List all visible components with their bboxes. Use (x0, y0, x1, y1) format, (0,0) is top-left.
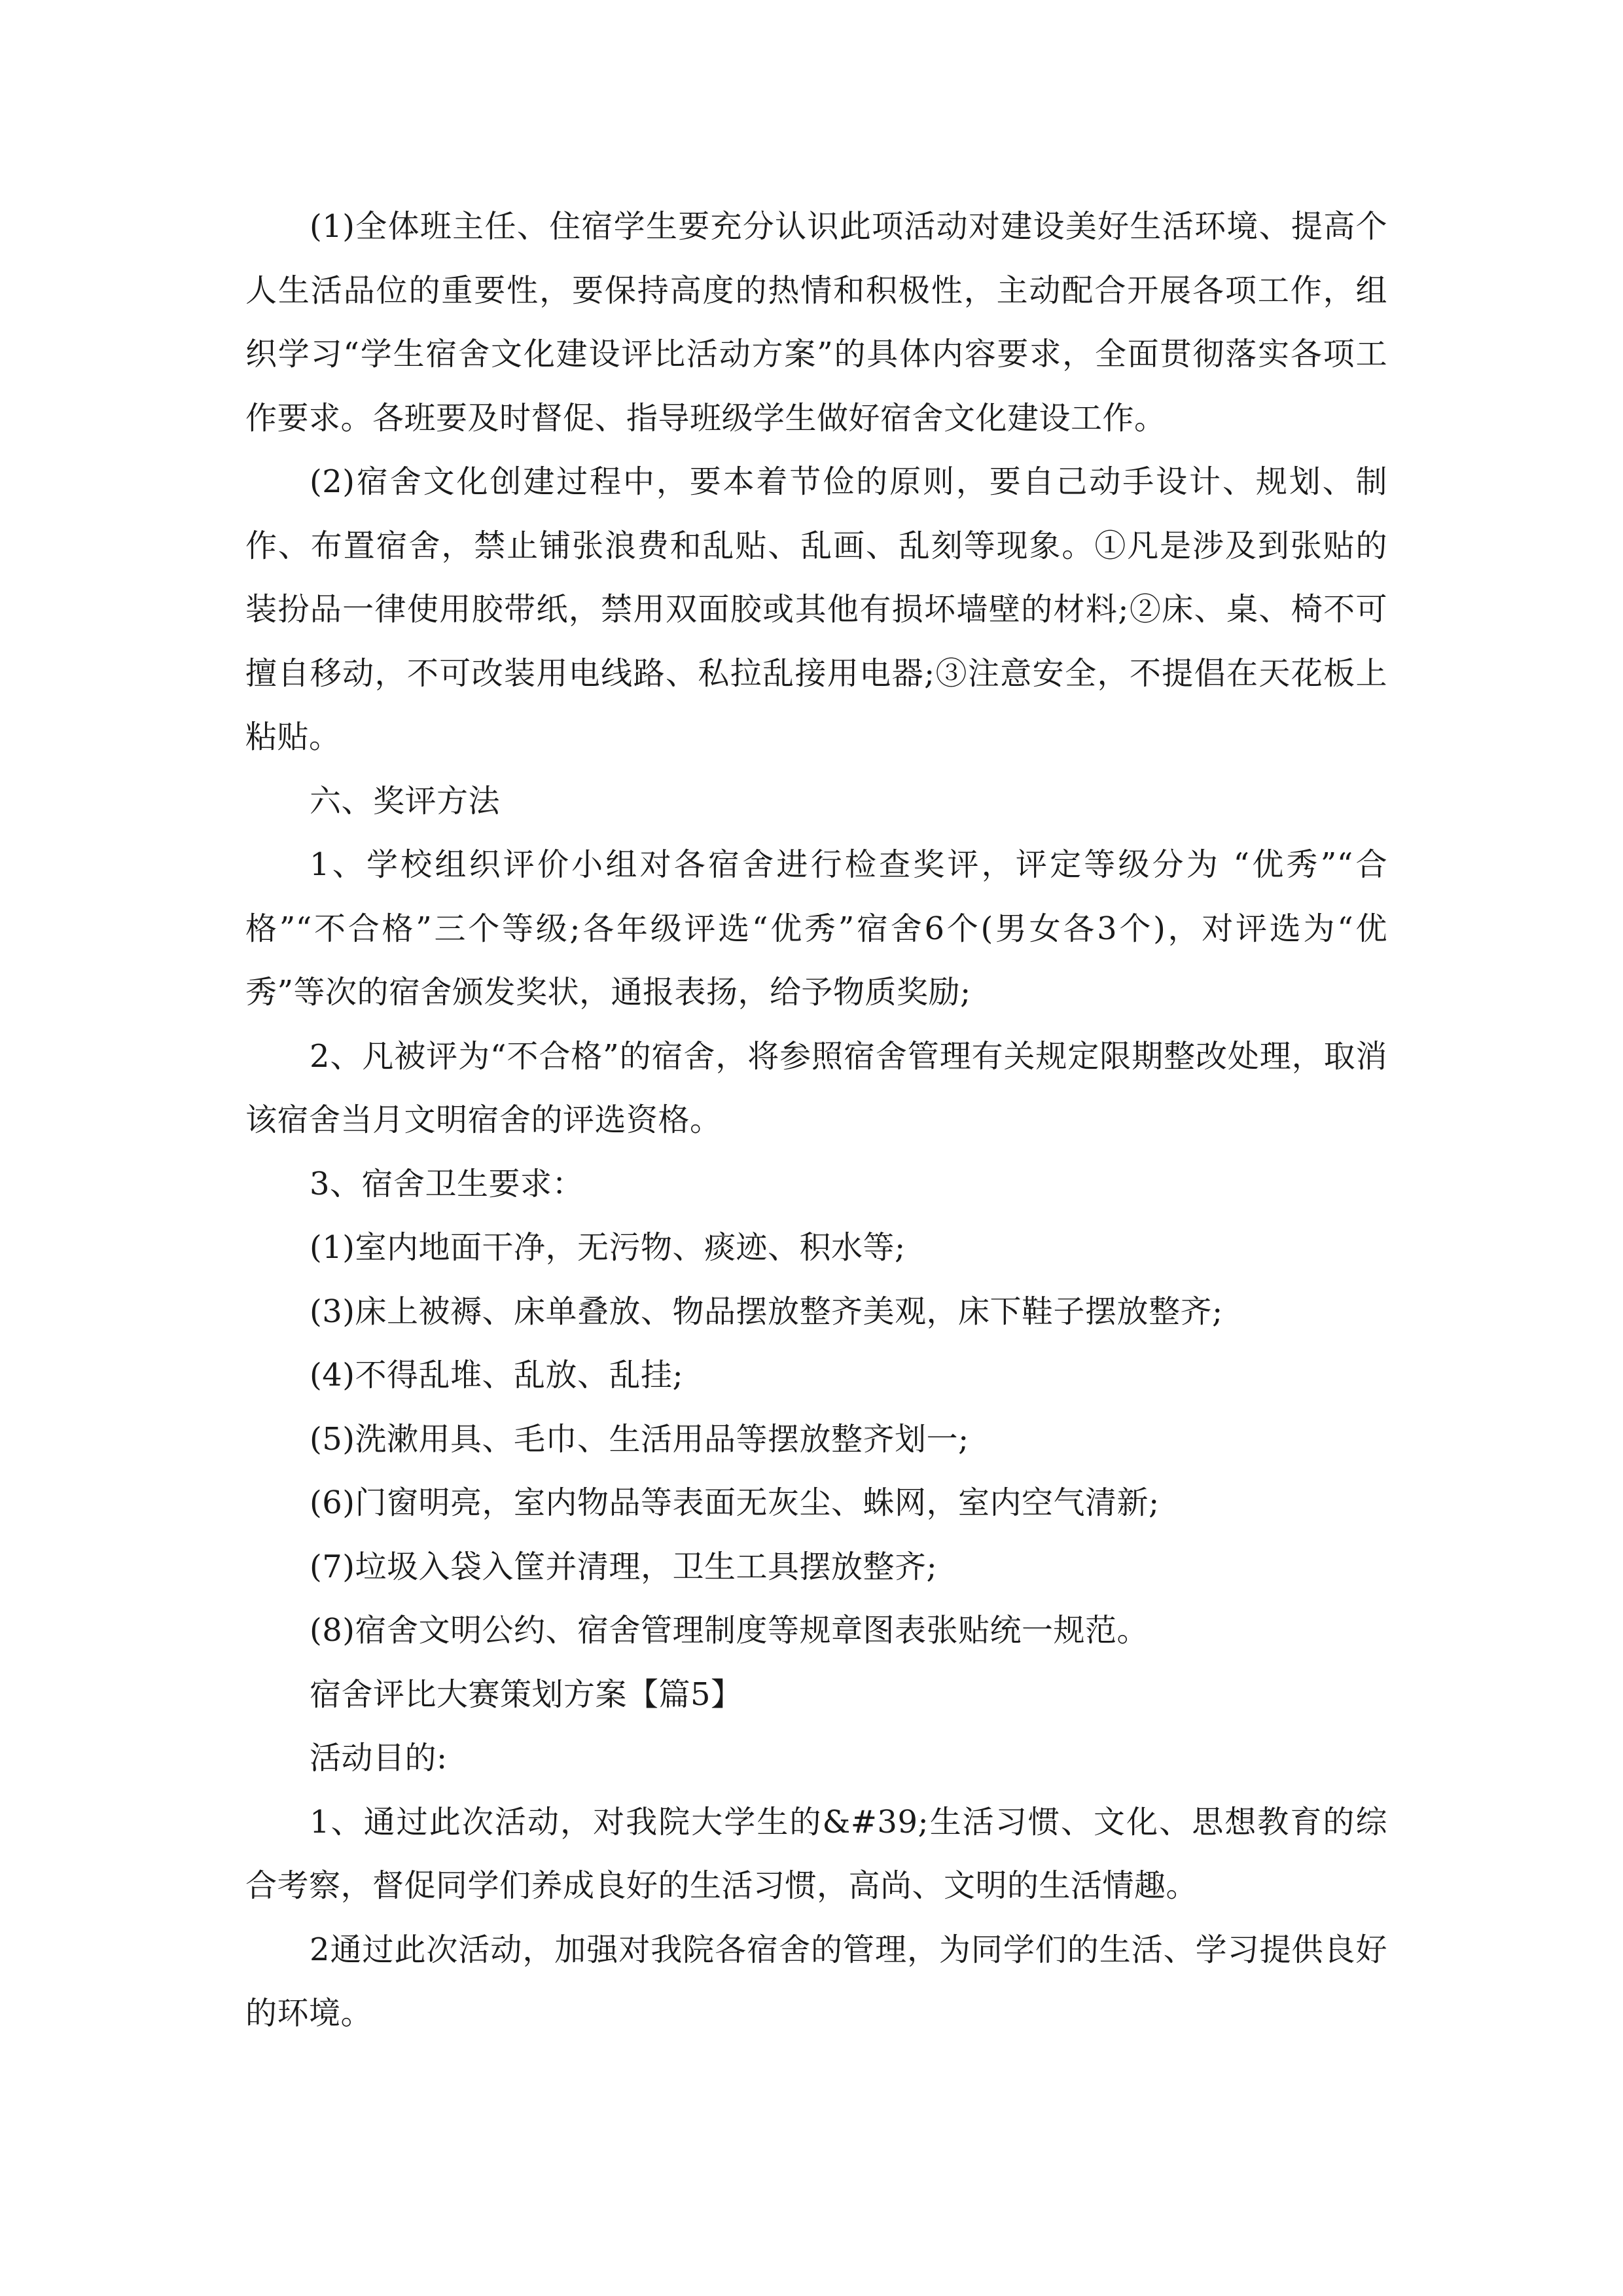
purpose-item-1: 1、通过此次活动，对我院大学生的&#39;生活习惯、文化、思想教育的综合考察，督促同学们养成良好的生活习惯，高尚、文明的生活情趣。 (245, 1803, 1387, 1904)
hygiene-item-4: (4)不得乱堆、乱放、乱挂; (310, 1357, 684, 1393)
paragraph-award-2: 2、凡被评为“不合格”的宿舍，将参照宿舍管理有关规定限期整改处理，取消该宿舍当月文明宿舍的评选资格。 (245, 1037, 1387, 1138)
hygiene-item-7: (7)垃圾入袋入筐并清理，卫生工具摆放整齐; (310, 1548, 938, 1585)
purpose-item-2: 2通过此次活动，加强对我院各宿舍的管理，为同学们的生活、学习提供良好的环境。 (245, 1931, 1387, 2032)
activity-purpose-heading: 活动目的: (310, 1740, 448, 1776)
document-body (245, 195, 1387, 2046)
paragraph-item-2: (2)宿舍文化创建过程中，要本着节俭的原则，要自己动手设计、规划、制作、布置宿舍，禁止铺张浪费和乱贴、乱画、乱刻等现象。①凡是涉及到张贴的装扮品一律使用胶带纸，禁用双面胶或其他有损坏墙壁的材料;②床、桌、椅不可擅自移动，不可改装用电线路、私拉乱接用电器;③注意安全，不提倡在天花板上粘贴。 (245, 463, 1387, 755)
paragraph-item-1: (1)全体班主任、住宿学生要充分认识此项活动对建设美好生活环境、提高个人生活品位的重要性，要保持高度的热情和积极性，主动配合开展各项工作，组织学习“学生宿舍文化建设评比活动方案”的具体内容要求，全面贯彻落实各项工作要求。各班要及时督促、指导班级学生做好宿舍文化建设工作。 (245, 208, 1387, 437)
hygiene-item-8: (8)宿舍文明公约、宿舍管理制度等规章图表张贴统一规范。 (310, 1612, 1149, 1649)
plan-title-part-5: 宿舍评比大赛策划方案【篇5】 (310, 1676, 743, 1713)
hygiene-item-1: (1)室内地面干净，无污物、痰迹、积水等; (310, 1229, 906, 1266)
paragraph-hygiene-heading: 3、宿舍卫生要求： (310, 1165, 584, 1202)
hygiene-item-5: (5)洗漱用具、毛巾、生活用品等摆放整齐划一; (310, 1420, 969, 1458)
hygiene-item-6: (6)门窗明亮，室内物品等表面无灰尘、蛛网，室内空气清新; (310, 1484, 1160, 1521)
section-heading-award-methods: 六、奖评方法 (310, 782, 501, 819)
hygiene-item-3: (3)床上被褥、床单叠放、物品摆放整齐美观，床下鞋子摆放整齐; (310, 1293, 1223, 1330)
paragraph-award-1: 1、学校组织评价小组对各宿舍进行检查奖评，评定等级分为 “优秀”“合格”“不合格”三个等级;各年级评选“优秀”宿舍6个(男女各3个)，对评选为“优秀”等次的宿舍颁发奖状，通报表扬，给予物质奖励; (245, 846, 1387, 1011)
